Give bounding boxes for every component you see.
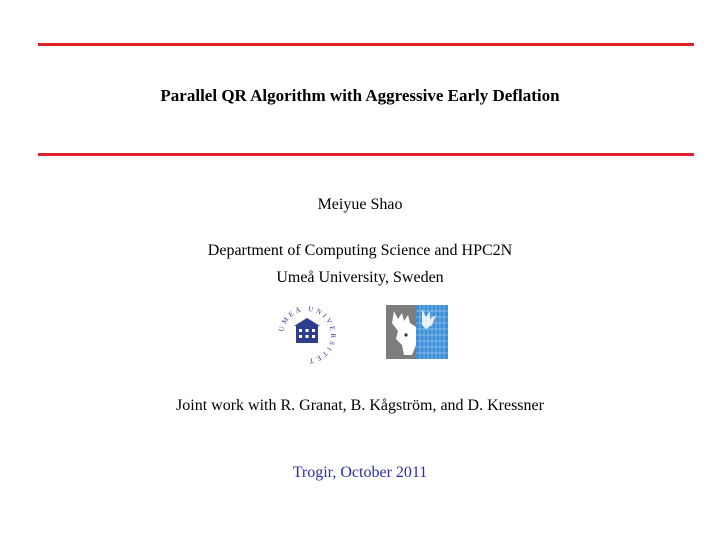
- slide-title: Parallel QR Algorithm with Aggressive Early Deflation: [160, 86, 560, 105]
- svg-text:UMEÅ UNIVERSITET: UMEÅ UNIVERSITET: [277, 304, 338, 366]
- umea-university-seal-logo: [276, 304, 338, 366]
- hpc2n-logo: [386, 305, 448, 359]
- venue-date: Trogir, October 2011: [292, 464, 428, 481]
- bottom-rule: [38, 153, 694, 156]
- department: Department of Computing Science and HPC2N: [207, 242, 513, 259]
- author-name: Meiyue Shao: [317, 196, 403, 213]
- top-rule: [38, 43, 694, 46]
- university: Umeå University, Sweden: [276, 269, 444, 286]
- joint-work-credits: Joint work with R. Granat, B. Kågström, and D. Kressner: [176, 397, 544, 414]
